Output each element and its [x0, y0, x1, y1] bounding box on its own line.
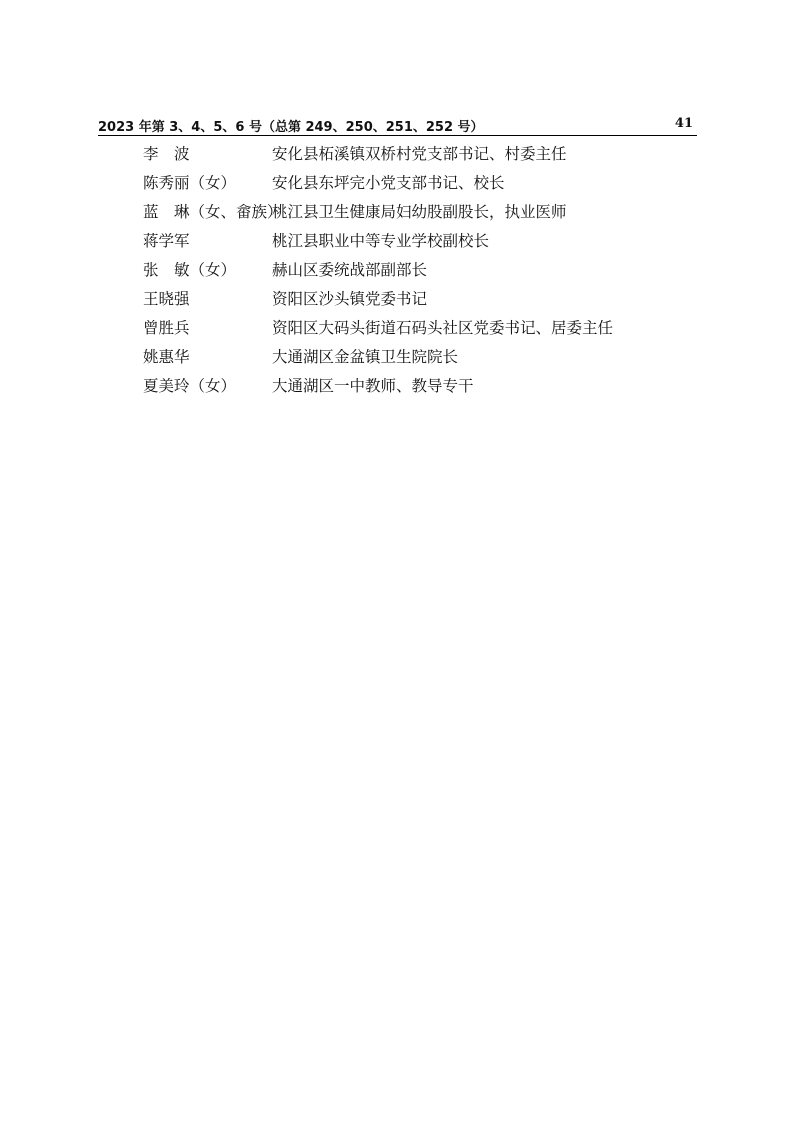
member-name: 夏美玲（女）	[143, 377, 237, 395]
roster-row	[143, 198, 703, 227]
member-name: 陈秀丽（女）	[143, 174, 237, 192]
member-position: 资阳区沙头镇党委书记	[272, 290, 428, 308]
member-name: 曾胜兵	[143, 319, 190, 337]
roster-row	[143, 343, 703, 372]
member-name: 王晓强	[143, 290, 190, 308]
member-position: 桃江县职业中等专业学校副校长	[272, 232, 490, 250]
roster-row	[143, 372, 703, 401]
roster-row	[143, 140, 703, 169]
member-name: 蓝 琳（女、畲族）	[143, 203, 283, 221]
member-position: 大通湖区一中教师、教导专干	[272, 377, 474, 395]
member-roster	[143, 140, 703, 401]
member-name: 蒋学军	[143, 232, 190, 250]
member-name: 姚惠华	[143, 348, 190, 366]
roster-row	[143, 314, 703, 343]
page-number: 41	[674, 116, 693, 131]
issue-title: 2023 年第 3、4、5、6 号（总第 249、250、251、252 号）	[98, 120, 484, 135]
roster-row	[143, 256, 703, 285]
member-position: 资阳区大码头街道石码头社区党委书记、居委主任	[272, 319, 614, 337]
member-position: 赫山区委统战部副部长	[272, 261, 428, 279]
member-name: 张 敏（女）	[143, 261, 237, 279]
member-position: 桃江县卫生健康局妇幼股副股长，执业医师	[272, 203, 567, 221]
roster-row	[143, 285, 703, 314]
roster-row	[143, 227, 703, 256]
page-header	[98, 115, 697, 136]
member-name: 李 波	[143, 145, 190, 163]
member-position: 大通湖区金盆镇卫生院院长	[272, 348, 459, 366]
member-position: 安化县柘溪镇双桥村党支部书记、村委主任	[272, 145, 567, 163]
roster-row	[143, 169, 703, 198]
member-position: 安化县东坪完小党支部书记、校长	[272, 174, 505, 192]
